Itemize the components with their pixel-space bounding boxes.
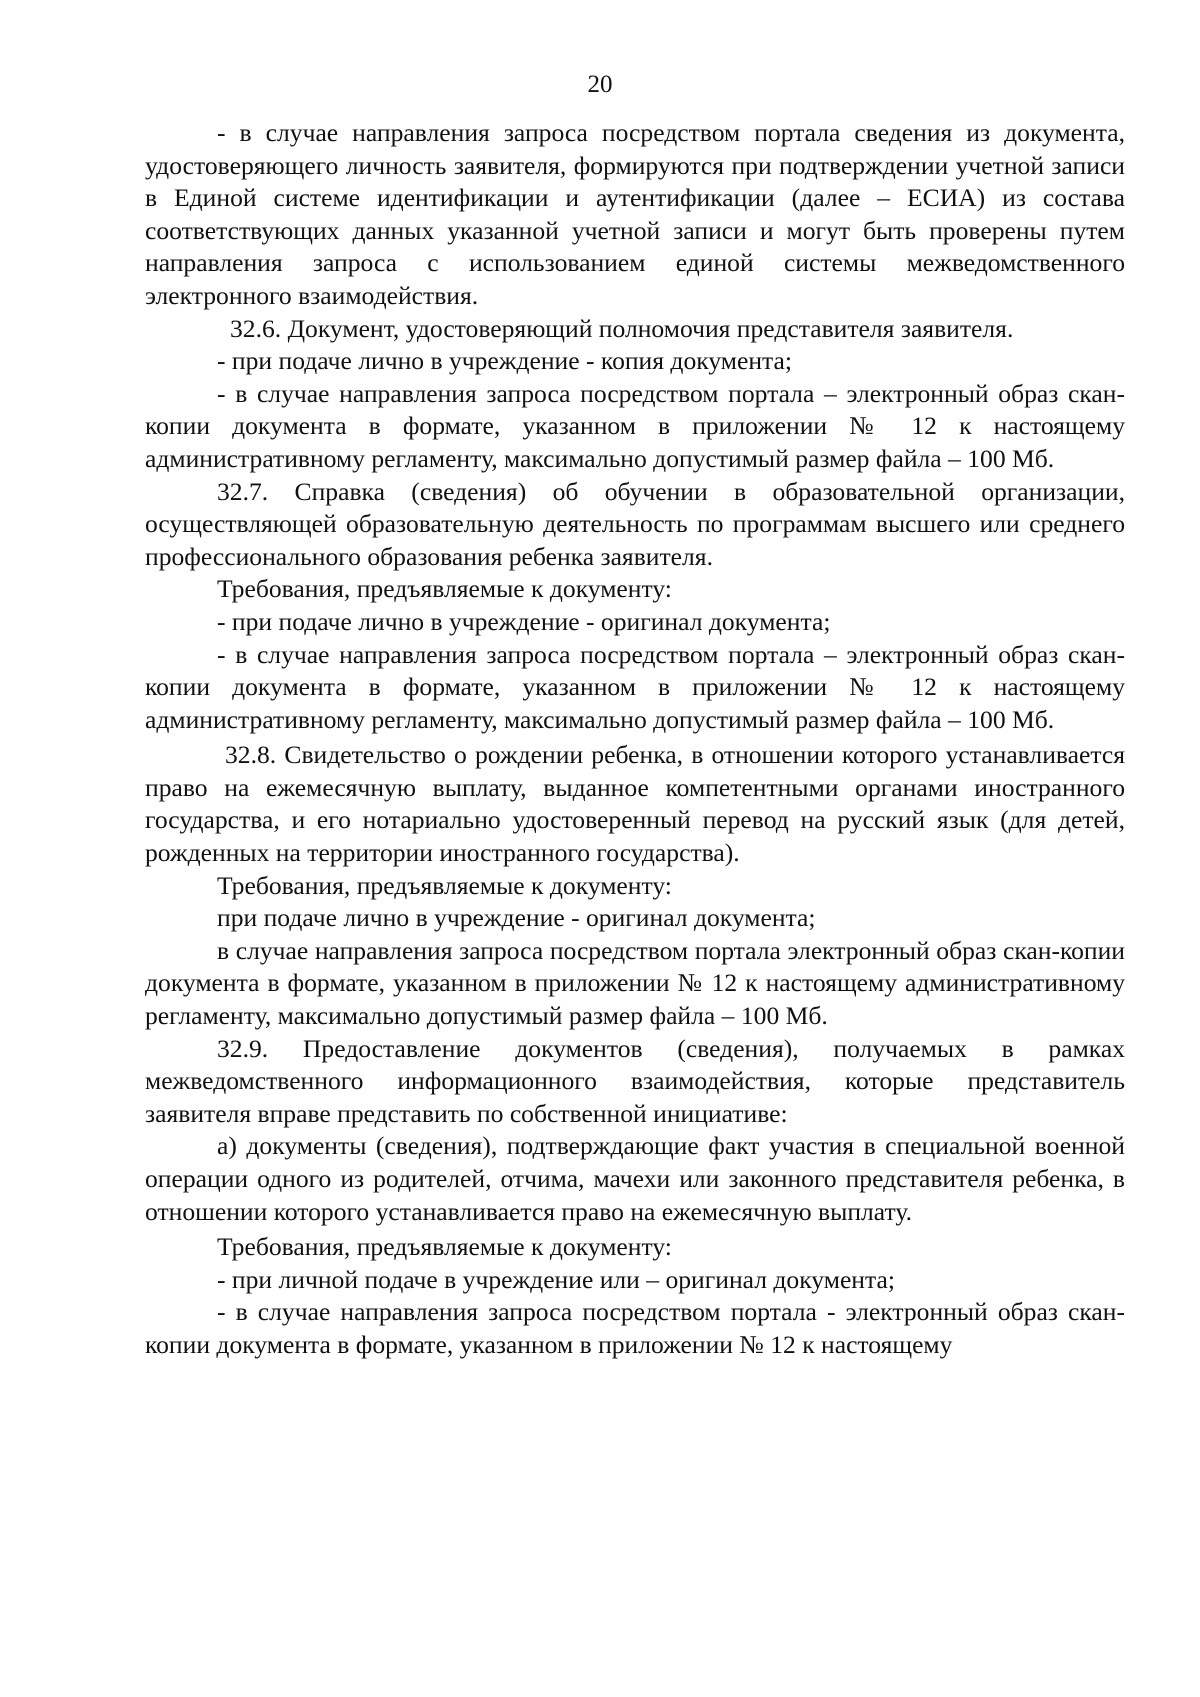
paragraph-requirement-portal: - в случае направления запроса посредством портала – электронный образ скан-копии документа в формате, указанном в приложении № 12 к настоящему административному регламенту, максимально допустимый размер файла – 100 Мб. <box>145 639 1125 734</box>
paragraph-requirement-portal: в случае направления запроса посредством портала электронный образ скан-копии документа в формате, указанном в приложении № 12 к настоящему административному регламенту, максимально допустимый размер файла – 100 Мб. <box>145 935 1125 1031</box>
paragraph-requirement-portal: - в случае направления запроса посредством портала - электронный образ скан-копии документа в формате, указанном в приложении № 12 к настоящему <box>145 1297 1125 1359</box>
paragraph-requirement-in-person: при подаче лично в учреждение - оригинал документа; <box>217 903 816 933</box>
paragraph-requirements-heading: Требования, предъявляемые к документу: <box>217 870 672 900</box>
paragraph-32-9: 32.9. Предоставление документов (сведения), получаемых в рамках межведомственного информационного взаимодействия, которые представитель заявителя вправе представить по собственной инициативе: <box>145 1033 1125 1128</box>
document-body <box>145 117 1125 1362</box>
paragraph-requirement-in-person: - при личной подаче в учреждение или – оригинал документа; <box>217 1264 895 1294</box>
paragraph-requirement-in-person: - при подаче лично в учреждение - оригинал документа; <box>217 606 831 636</box>
paragraph-item-a: а) документы (сведения), подтверждающие факт участия в специальной военной операции одного из родителей, отчима, мачехи или законного представителя ребенка, в отношении которого устанавливается право на ежемесячную выплату. <box>145 1131 1125 1226</box>
paragraph-32-6: 32.6. Документ, удостоверяющий полномочия представителя заявителя. <box>230 313 1014 343</box>
page-number: 20 <box>587 71 613 98</box>
paragraph-requirements-heading: Требования, предъявляемые к документу: <box>217 1232 672 1262</box>
paragraph-requirement-in-person: - при подаче лично в учреждение - копия документа; <box>217 346 792 376</box>
paragraph-esia: - в случае направления запроса посредством портала сведения из документа, удостоверяющего личность заявителя, формируются при подтверждении учетной записи в Единой системе идентификации и аутентификации (далее – ЕСИА) из состава соответствующих данных указанной учетной записи и могут быть проверены путем направления запроса с использованием единой системы межведомственного электронного взаимодействия. <box>145 118 1125 310</box>
paragraph-32-7: 32.7. Справка (сведения) об обучении в образовательной организации, осуществляющей образовательную деятельность по программам высшего или среднего профессионального образования ребенка заявителя. <box>145 476 1125 571</box>
paragraph-requirements-heading: Требования, предъявляемые к документу: <box>217 574 672 604</box>
paragraph-requirement-portal: - в случае направления запроса посредством портала – электронный образ скан-копии документа в формате, указанном в приложении № 12 к настоящему административному регламенту, максимально допустимый размер файла – 100 Мб. <box>145 378 1125 473</box>
paragraph-32-8: 32.8. Свидетельство о рождении ребенка, в отношении которого устанавливается право на ежемесячную выплату, выданное компетентными органами иностранного государства, и его нотариально удостоверенный перевод на русский язык (для детей, рожденных на территории иностранного государства). <box>145 740 1125 868</box>
